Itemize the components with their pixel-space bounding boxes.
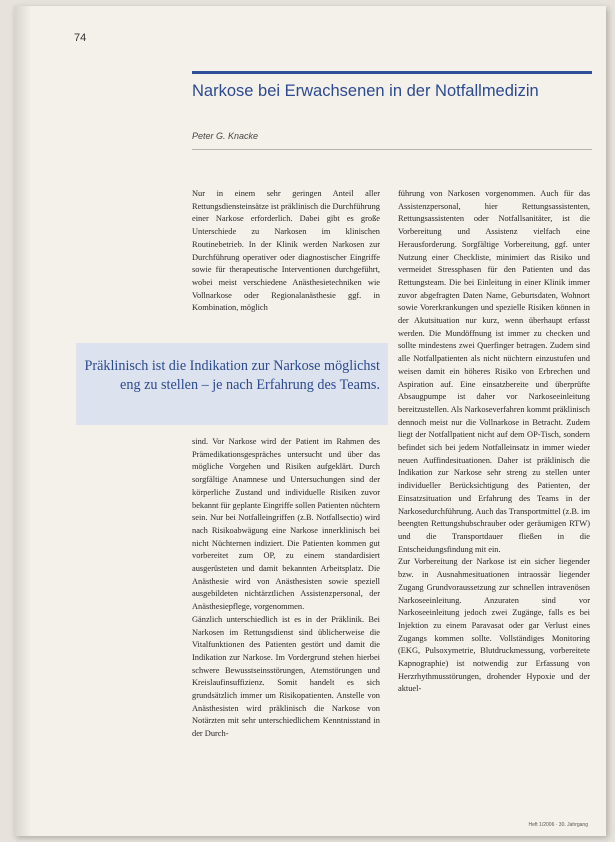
spine-shadow [14, 6, 32, 836]
paragraph: Zur Vorbereitung der Narkose ist ein sicher liegender bzw. in Ausnahmesituationen intraossär liegender Zugang Grundvoraussetzung zur schnellen intravenösen Narkoseeinleitung. Anzuraten sind vor Narkoseeinleitung jedoch zwei Zugänge, falls es bei Injektion zu einem Paravasat oder gar Verlust eines Zugangs kommen sollte. Vollständiges Monitoring (EKG, Pulsoxymetrie, Blutdruckmessung, vorbereitete Kapnographie) ist notwendig zur Erfassung von Herzrhythmusstörungen, drohender Hypoxie und der aktuel- [398, 557, 590, 694]
paragraph: Nur in einem sehr geringen Anteil aller Rettungsdiensteinsätze ist präklinisch die Durchführung einer Narkose erforderlich. Dabei gibt es große Unterschiede zu Narkosen im klinischen Routinebetrieb. In der Klinik werden Narkosen zur Durchführung operativer oder diagnostischer Eingriffe sowie für therapeutische Interventionen durchgeführt, wobei meist verschiedene Anästhesietechniken wie Vollnarkose oder Regionalanästhesie ggf. in Kombination, möglich [192, 189, 380, 313]
paragraph: führung von Narkosen vorgenommen. Auch für das Assistenzpersonal, hier Rettungsassistenten, Rettungsassistenten oder Notfallsanitäter, ist die Vorbereitung und Assistenz vielfach eine Herausforderung. Sorgfältige Vorbereitung, ggf. unter Nutzung einer Checkliste, minimiert das Risiko und vermeidet Stressphasen für den Patienten und das Rettungsteam. Die bei Einleitung in einer Klinik immer zuvor abgefragten Daten Name, Geburtsdaten, Wohnort sowie Vorerkrankungen und spezielle Risiken können in der Akutsituation nur kurz, wenn überhaupt erfasst werden. Die Mundöffnung ist immer zu checken und sollte mindestens zwei Querfinger betragen. Zudem sind alle Notfallpatienten als nicht nüchtern einzustufen und weisen damit ein höheres Risiko von Erbrechen und Aspiration auf. Eine einsatzbereite und überprüfte Absaugpumpe ist daher vor Narkoseeinleitung bereitzustellen. Als Narkoseverfahren kommt präklinisch dennoch meist nur die Vollnarkose in Betracht. Zudem liegt der Notfallpatient nicht auf dem OP-Tisch, sondern befindet sich bei jedem Notfalleinsatz in immer wieder neuen Auffindesituationen. Daher ist präklinisch die Indikation zur Narkose sehr streng zu stellen unter individueller Berücksichtigung des Patienten, der Einsatzsituation und Erfahrung des Teams in der Narkosedurchführung. Auch das Transportmittel (z.B. im beengten Rettungshubschrauber oder geräumigen RTW) und die Transportdauer fließen in die Entscheidungsfindung mit ein. [398, 189, 590, 554]
author-name: Peter G. Knacke [192, 131, 259, 141]
magazine-page [14, 6, 606, 836]
page-footer: Heft 1/2006 · 30. Jahrgang [528, 822, 588, 828]
article-title: Narkose bei Erwachsenen in der Notfallmedizin [192, 82, 539, 100]
page-number: 74 [74, 32, 87, 44]
pull-quote-box [76, 343, 388, 425]
title-rule [192, 71, 592, 74]
pull-quote: Präklinisch ist die Indikation zur Narkose möglichst eng zu stellen – je nach Erfahrung des Teams. [84, 358, 380, 393]
column-right [398, 188, 590, 818]
column-left-bottom [192, 436, 380, 824]
author-rule [192, 149, 592, 150]
paragraph: Gänzlich unterschiedlich ist es in der Präklinik. Bei Narkosen im Rettungsdienst sind üblicherweise die Vitalfunktionen des Patienten gestört und damit die Indikation zur Narkose. Im Vordergrund stehen hierbei schwere Bewusstseinsstörungen, Atemstörungen und Kreislaufinsuffizienz. Somit handelt es sich grundsätzlich immer um Risikopatienten. Anstelle von Anästhesisten wird präklinisch die Narkose von Notärzten mit sehr unterschiedlichem Kenntnisstand in der Durch- [192, 614, 380, 739]
column-left-top [192, 188, 380, 338]
paragraph: sind. Vor Narkose wird der Patient im Rahmen des Prämedikationsgespräches untersucht und über das mögliche Vorgehen und Risiken aufgeklärt. Durch sorgfältige Anamnese und Untersuchungen sind der körperliche Zustand und individuelle Risiken zuvor bekannt für geplante Eingriffe sollen Patienten nüchtern sein. Nur bei Notfalleingriffen (z.B. Notfallsectio) wird nach Risikoabwägung eine Narkose innerklinisch bei nicht Nüchternen indiziert. Die Patienten kommen gut vorbereitet zum OP, zu einem standardisiert ausgerüsteten und damit bekannten Arbeitsplatz. Die Anästhesie wird von Anästhesisten sowie speziell ausgebildeten nichtärztlichen Assistenzpersonal, der Anästhesiepflege, vorgenommen. [192, 437, 380, 612]
